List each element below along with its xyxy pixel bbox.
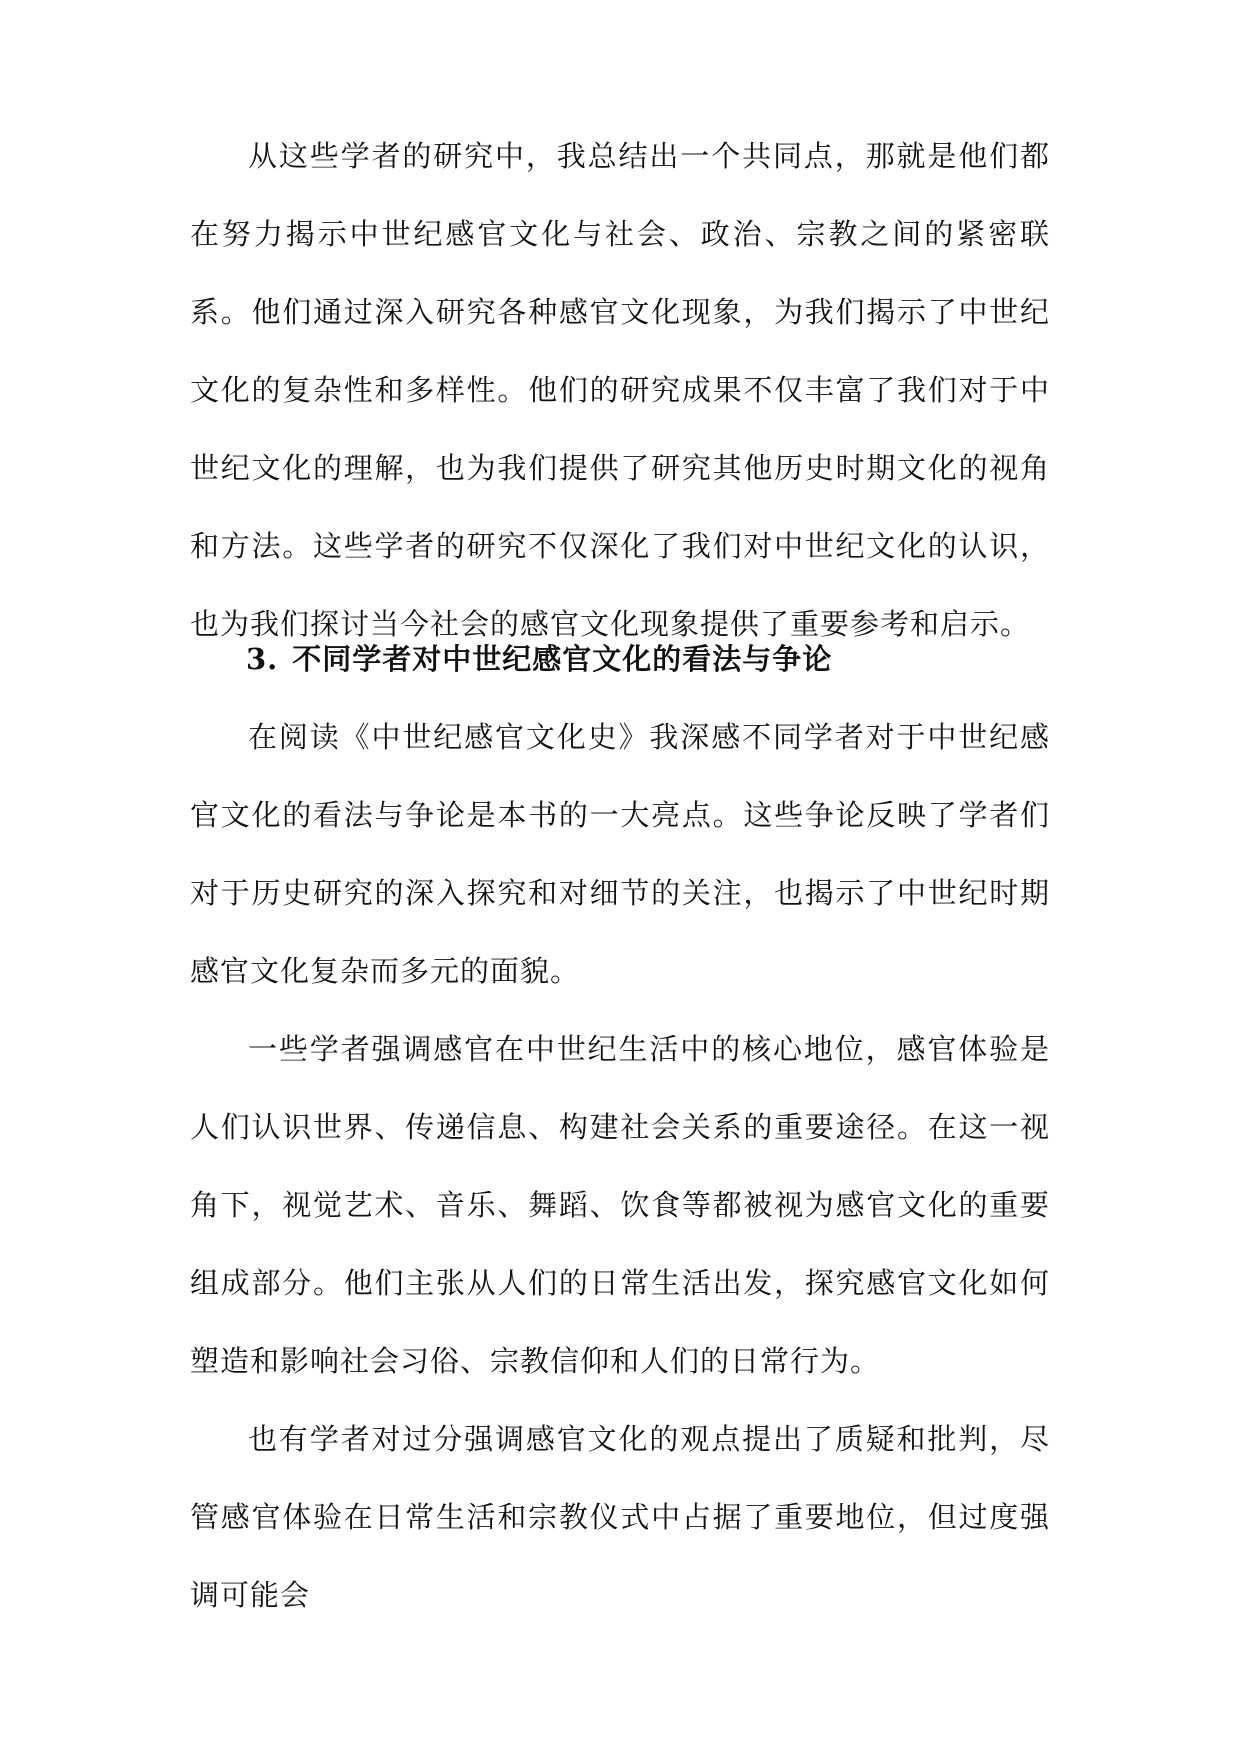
section-title: 不同学者对中世纪感官文化的看法与争论 xyxy=(292,642,833,676)
paragraph-4: 也有学者对过分强调感官文化的观点提出了质疑和批判，尽管感官体验在日常生活和宗教仪式中占据了重要地位，但过度强调可能会 xyxy=(190,1422,1050,1612)
section-3 xyxy=(190,620,1050,1634)
paragraph-1: 从这些学者的研究中，我总结出一个共同点，那就是他们都在努力揭示中世纪感官文化与社会、政治、宗教之间的紧密联系。他们通过深入研究各种感官文化现象，为我们揭示了中世纪文化的复杂性和多样性。他们的研究成果不仅丰富了我们对于中世纪文化的理解，也为我们提供了研究其他历史时期文化的视角和方法。这些学者的研究不仅深化了我们对中世纪文化的认识，也为我们探讨当今社会的感官文化现象提供了重要参考和启示。 xyxy=(190,139,1050,641)
section-number: 3. xyxy=(246,642,279,676)
section-heading xyxy=(190,620,1050,698)
body-text xyxy=(190,117,1050,663)
paragraph-2: 在阅读《中世纪感官文化史》我深感不同学者对于中世纪感官文化的看法与争论是本书的一大亮点。这些争论反映了学者们对于历史研究的深入探究和对细节的关注，也揭示了中世纪时期感官文化复杂而多元的面貌。 xyxy=(190,720,1050,988)
paragraph-3: 一些学者强调感官在中世纪生活中的核心地位，感官体验是人们认识世界、传递信息、构建社会关系的重要途径。在这一视角下，视觉艺术、音乐、舞蹈、饮食等都被视为感官文化的重要组成部分。他们主张从人们的日常生活出发，探究感官文化如何塑造和影响社会习俗、宗教信仰和人们的日常行为。 xyxy=(190,1032,1050,1378)
